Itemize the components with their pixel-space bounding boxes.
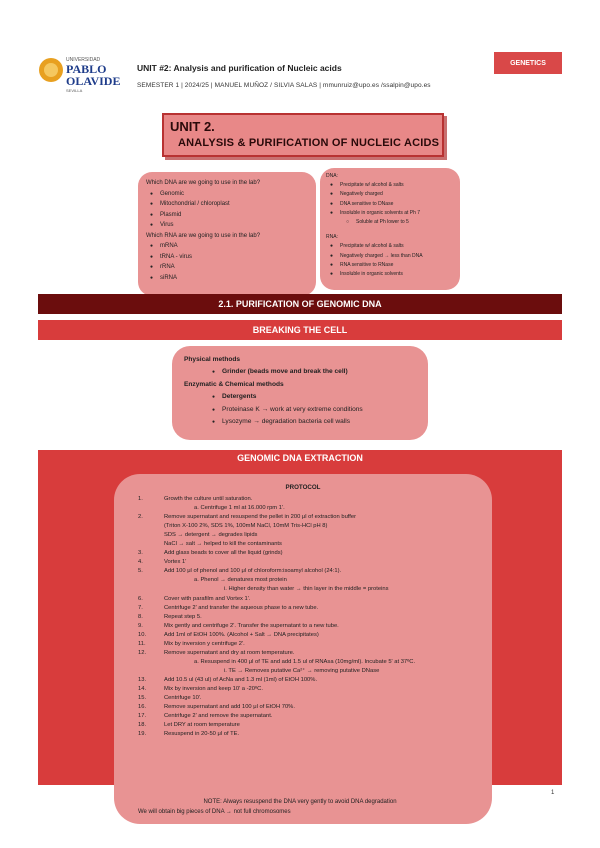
step-text: Add 1ml of EtOH 100%. (Alcohol + Salt → DNA precipitates) [164, 631, 319, 638]
step-number: 18. [138, 722, 147, 729]
protocol-step [138, 703, 488, 712]
protocol-step [138, 495, 488, 504]
protocol-step [138, 540, 488, 549]
step-text: Remove supernatant and resuspend the pellet in 200 μl of extraction buffer [164, 514, 357, 521]
protocol-step [138, 504, 488, 513]
step-number: 13. [138, 676, 147, 683]
step-text: Centrifuge 2' and transfer the aqueous phase to a new tube. [164, 604, 319, 611]
step-text: Vortex 1' [164, 559, 187, 566]
protocol-step [138, 604, 488, 613]
step-number: 14. [138, 685, 147, 692]
step-text: Let DRY at room temperature [164, 722, 240, 729]
protocol-step [138, 622, 488, 631]
step-number [138, 531, 164, 540]
protocol-step [138, 685, 488, 694]
svg-text:SEVILLA: SEVILLA [66, 88, 83, 93]
enzymatic-method-item: ● Proteinase K → work at very extreme conditions [222, 404, 416, 416]
rna-property: ● Negatively charged → less than DNA [340, 252, 454, 261]
enzymatic-method-item: ● Lysozyme → degradation bacteria cell walls [222, 416, 416, 428]
step-number: 16. [138, 704, 147, 711]
dna-type-item: ● Plasmid [160, 210, 308, 221]
protocol-step [138, 522, 488, 531]
step-text: (Triton X-100 2%, SDS 1%, 100mM NaCl, 10mM Tris-HCl pH 8) [164, 523, 328, 530]
enzymatic-method-item: ● Detergents [222, 391, 416, 403]
questions-box [138, 172, 316, 296]
step-text: a. Resuspend in 400 μl of TE and add 1.5 ul of RNAsa (10mg/ml). Incubate 5' at 37ºC. [194, 658, 416, 665]
protocol-step [138, 667, 488, 676]
step-number: 17. [138, 713, 147, 720]
step-text: Resuspend in 20-50 μl of TE. [164, 731, 240, 738]
rna-label: RNA: [326, 234, 338, 241]
step-text: Cover with parafilm and Vortex 1'. [164, 595, 251, 602]
step-number: 9. [138, 622, 143, 629]
step-number [138, 522, 164, 531]
step-text: Mix gently and centrifuge 2'. Transfer the supernatant to a new tube. [164, 622, 339, 629]
protocol-step [138, 721, 488, 730]
dna-type-item: ● Mitochondrial / chloroplast [160, 199, 308, 210]
physical-methods-heading: Physical methods [184, 356, 241, 363]
section-purification-heading: 2.1. PURIFICATION OF GENOMIC DNA [38, 294, 562, 314]
step-text: a. Phenol → denatures most protein [194, 577, 287, 584]
protocol-step [138, 730, 488, 739]
rna-type-item: ● rRNA [160, 262, 308, 273]
dna-sub-property: ○ Soluble at Ph lower to 5 [356, 218, 454, 227]
step-number [138, 658, 164, 667]
protocol-step [138, 613, 488, 622]
course-meta: SEMESTER 1 | 2024/25 | MANUEL MUÑOZ / SILVIA SALAS | mmunruiz@upo.es /ssalpin@upo.es [137, 82, 431, 89]
protocol-note: NOTE: Always resuspend the DNA very gently to avoid DNA degradation [203, 799, 397, 805]
protocol-step [138, 549, 488, 558]
step-text: Mix by inversion and keep 10' a -20ºC. [164, 685, 263, 692]
step-text: NaCl → salt → helped to kill the contaminants [164, 541, 282, 548]
svg-text:PABLO: PABLO [66, 62, 107, 76]
step-number: 3. [138, 550, 143, 557]
protocol-step [138, 585, 488, 594]
protocol-step [138, 631, 488, 640]
rna-type-item: ● siRNA [160, 273, 308, 284]
physical-method-item: ● Grinder (beads move and break the cell) [222, 366, 416, 378]
subject-badge: GENETICS [494, 52, 562, 74]
page-number: 1 [551, 790, 555, 796]
step-number: 7. [138, 604, 143, 611]
step-number: 2. [138, 514, 143, 521]
protocol-step [138, 712, 488, 721]
enzymatic-methods-heading: Enzymatic & Chemical methods [184, 380, 284, 388]
step-number: 10. [138, 631, 147, 638]
protocol-step [138, 658, 488, 667]
step-text: i. TE → Removes putative Ca²⁺ → removing putative DNase [224, 667, 380, 674]
protocol-step [138, 531, 488, 540]
unit-heading-title: ANALYSIS & PURIFICATION OF NUCLEIC ACIDS [178, 137, 440, 149]
rna-type-item: ● tRNA - virus [160, 252, 308, 263]
step-text: Remove supernatant and add 100 μl of EtOH 70%. [164, 704, 295, 711]
dna-property: ● Insoluble in organic solvents at Ph 7 [340, 209, 454, 218]
svg-text:OLAVIDE: OLAVIDE [66, 74, 121, 88]
step-number: 11. [138, 640, 146, 647]
step-number: 12. [138, 649, 147, 656]
step-number: 6. [138, 595, 143, 602]
step-number: 5. [138, 568, 143, 575]
protocol-step [138, 567, 488, 576]
university-logo [38, 52, 130, 94]
step-text: Centrifuge 10'. [164, 695, 202, 702]
step-text: SDS → detergent → degrades lipids [164, 532, 258, 539]
footer-course: Genetic Engineer [64, 790, 114, 796]
rna-question: Which RNA are we going to use in the lab? [146, 232, 261, 239]
rna-property: ● Precipitate w/ alcohol & salts [340, 242, 454, 251]
unit-heading [162, 113, 444, 157]
step-number [138, 585, 164, 594]
rna-property: ● RNA sensitive to RNase [340, 261, 454, 270]
step-number: 19. [138, 731, 147, 738]
step-number: 1. [138, 496, 143, 502]
svg-text:UNIVERSIDAD: UNIVERSIDAD [66, 57, 101, 63]
dna-question: Which DNA are we going to use in the lab? [146, 180, 261, 186]
unit-heading-number: UNIT 2. [170, 119, 215, 134]
step-text: Centrifuge 2' and remove the supernatant. [164, 713, 273, 720]
step-text: Add 10.5 ul (43 ul) of AcNa and 1.3 ml (1ml) of EtOH 100%. [164, 676, 318, 683]
step-text: Add 100 μl of phenol and 100 μl of chloroform:isoamyl alcohol (24:1). [164, 568, 342, 575]
protocol-step [138, 640, 488, 649]
step-number [138, 576, 164, 585]
step-text: Repeat step 5. [164, 613, 202, 620]
step-text: Growth the culture until saturation. [164, 496, 253, 502]
step-text: Mix by inversion y centrifuge 2'. [164, 640, 245, 647]
protocol-conclusion: We will obtain big pieces of DNA → not full chromosomes [138, 809, 291, 815]
breaking-methods-box [172, 346, 428, 440]
protocol-step [138, 694, 488, 703]
protocol-step [138, 513, 488, 522]
dna-property: ● Negatively charged [340, 190, 454, 199]
dna-property: ● DNA sensitive to DNase [340, 200, 454, 209]
step-number: 4. [138, 559, 143, 566]
section-breaking-heading: BREAKING THE CELL [38, 320, 562, 340]
section-extraction-heading: GENOMIC DNA EXTRACTION [237, 453, 363, 463]
protocol-steps [138, 495, 488, 739]
protocol-step [138, 558, 488, 567]
step-number: 8. [138, 613, 143, 620]
step-text: i. Higher density than water → thin layer in the middle = proteins [224, 586, 389, 593]
step-text: Add glass beads to cover all the liquid (grinds) [164, 550, 283, 557]
dna-property: ● Precipitate w/ alcohol & salts [340, 181, 454, 190]
protocol-step [138, 595, 488, 604]
unit-title: UNIT #2: Analysis and purification of Nucleic acids [137, 63, 342, 73]
protocol-step [138, 676, 488, 685]
protocol-step [138, 649, 488, 658]
rna-property: ● Insoluble in organic solvents [340, 270, 454, 279]
step-number [138, 540, 164, 549]
step-text: a. Centrifuge 1 ml at 16.000 rpm 1'. [194, 505, 285, 512]
dna-type-item: ● Virus [160, 220, 308, 231]
step-number: 15. [138, 695, 147, 702]
protocol-heading: PROTOCOL [285, 484, 321, 491]
rna-type-item: ● mRNA [160, 241, 308, 252]
step-number [138, 504, 164, 513]
dna-type-item: ● Genomic [160, 189, 308, 200]
dna-label: DNA: [326, 173, 338, 179]
step-text: Remove supernatant and dry at room temperature. [164, 649, 295, 656]
step-number [138, 667, 164, 676]
protocol-step [138, 576, 488, 585]
properties-box [320, 168, 460, 290]
